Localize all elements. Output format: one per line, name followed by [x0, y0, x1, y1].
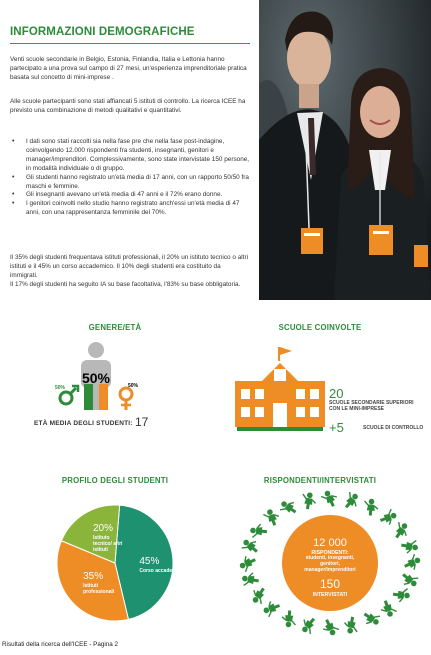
students-photo	[259, 0, 431, 300]
person-icon	[278, 497, 300, 518]
pie-slice-pct: 20%	[92, 523, 113, 535]
person-icon	[402, 553, 423, 573]
person-icon	[298, 614, 320, 636]
title-divider	[10, 43, 250, 44]
interviewed-label: INTERVISTATI	[312, 592, 348, 598]
bullet-item: • Gli insegnanti avevano un'età media di 47 anni e il 72% erano donne.	[10, 191, 250, 200]
person-icon	[378, 508, 399, 527]
page-title: INFORMAZIONI DEMOGRAFICHE	[10, 26, 195, 38]
intro-paragraph: Venti scuole secondarie in Belgio, Estonia, Finlandia, Italia e Lettonia hanno partecipato a una prova sul campo di 27 mesi, un'esperienza imprenditoriale pratica basata sul concetto di mini-imprese .	[10, 56, 247, 81]
schools-count-desc: SCUOLE SECONDARIE SUPERIORI CON LE MINI-IMPRESE	[329, 400, 414, 412]
respondents-label: RISPONDENTI:	[311, 550, 349, 556]
control-schools-desc: SCUOLE DI CONTROLLO	[363, 425, 424, 431]
student-profile-title: PROFILO DEGLI STUDENTI	[61, 476, 169, 485]
person-icon	[392, 587, 410, 602]
person-icon	[320, 488, 340, 509]
student-profile-pie	[35, 503, 195, 623]
person-icon	[379, 598, 398, 619]
person-icon	[240, 535, 262, 557]
person-icon	[399, 569, 421, 591]
bullet-list	[10, 138, 250, 218]
person-icon	[261, 599, 282, 618]
pie-slice-pct: 35%	[83, 571, 104, 583]
bullet-item: • I genitori coinvolti nello studio hanno registrato anch'essi un'età media di 47 anni, con una rappresentanza femminile del 70%.	[10, 200, 250, 218]
average-age-value: 17	[135, 415, 149, 429]
control-schools-count: +5	[329, 420, 344, 435]
person-icon	[250, 523, 268, 538]
interviewed-number: 150	[319, 577, 341, 591]
bullet-item: • Gli studenti hanno registrato un'età media di 17 anni, con un rapporto 50/50 fra maschi e femmine.	[10, 174, 250, 192]
person-icon	[391, 520, 412, 542]
person-icon	[248, 584, 269, 606]
person-icon	[262, 507, 281, 528]
person-icon	[300, 491, 317, 510]
person-icon	[341, 490, 363, 512]
pie-slice-label: istituti	[92, 547, 108, 554]
pie-slice-label: Istituto	[92, 535, 110, 542]
average-age-label: ETÀ MEDIA DEGLI STUDENTI:	[34, 420, 133, 427]
schools-count: 20	[329, 386, 344, 401]
pie-slice-label: tecnico/ altri	[92, 541, 123, 548]
bullet-item: • I dati sono stati raccolti sia nella fase pre che nella fase post-indagine, coinvolgendo 12.000 rispondenti fra studenti, insegnanti, genitori e manager/imprenditori. Complessivamente, sono state intervistate 150 persone, in modalità individuale o di gruppo.	[10, 138, 250, 174]
page-footer: Risultati della ricerca dell'ICEE - Pagina 2	[2, 641, 118, 648]
person-icon	[360, 608, 382, 629]
person-icon	[363, 498, 378, 516]
gender-center-pct: 50%	[81, 370, 111, 386]
gender-infographic	[50, 340, 180, 412]
method-paragraph: Alle scuole partecipanti sono stati affiancati 5 istituti di controllo. La ricerca ICEE ha previsto una combinazione di metodi qualitativi e quantitativi.	[10, 98, 246, 114]
male-pct: 50%	[55, 385, 66, 391]
pie-slice-pct: 45%	[139, 556, 160, 568]
pie-slice-label: Istituti	[83, 583, 99, 590]
person-icon	[241, 571, 260, 588]
person-icon	[343, 616, 360, 635]
person-icon	[400, 538, 419, 555]
pie-slice-label: Corso accademico	[139, 568, 184, 575]
gender-age-title: GENERE/ETÀ	[88, 323, 142, 332]
respondents-infographic	[235, 488, 425, 638]
respondents-number: 12 000	[313, 537, 347, 549]
outro-paragraph: Il 35% degli studenti frequentava istituti professionali, il 20% un istituto tecnico o altri istituti e il 45% un corso accademico. Il 10% degli studenti era costituito da immigrati. Il 17% degli studenti ha seguito IA su base facoltativa, l'83% su base obbligatoria.	[10, 254, 249, 288]
person-icon	[320, 617, 340, 638]
pie-slice-label: professionali	[83, 589, 115, 596]
schools-title: SCUOLE COINVOLTE	[278, 323, 362, 332]
person-icon	[237, 553, 258, 573]
respondents-detail: studenti, insegnanti, genitori, manager/imprenditori	[304, 555, 356, 573]
person-icon	[281, 610, 296, 628]
respondents-title: RISPONDENTI/INTERVISTATI	[263, 476, 377, 485]
school-building-icon	[235, 345, 327, 435]
female-pct: 50%	[128, 383, 139, 389]
female-symbol-icon	[120, 388, 132, 410]
